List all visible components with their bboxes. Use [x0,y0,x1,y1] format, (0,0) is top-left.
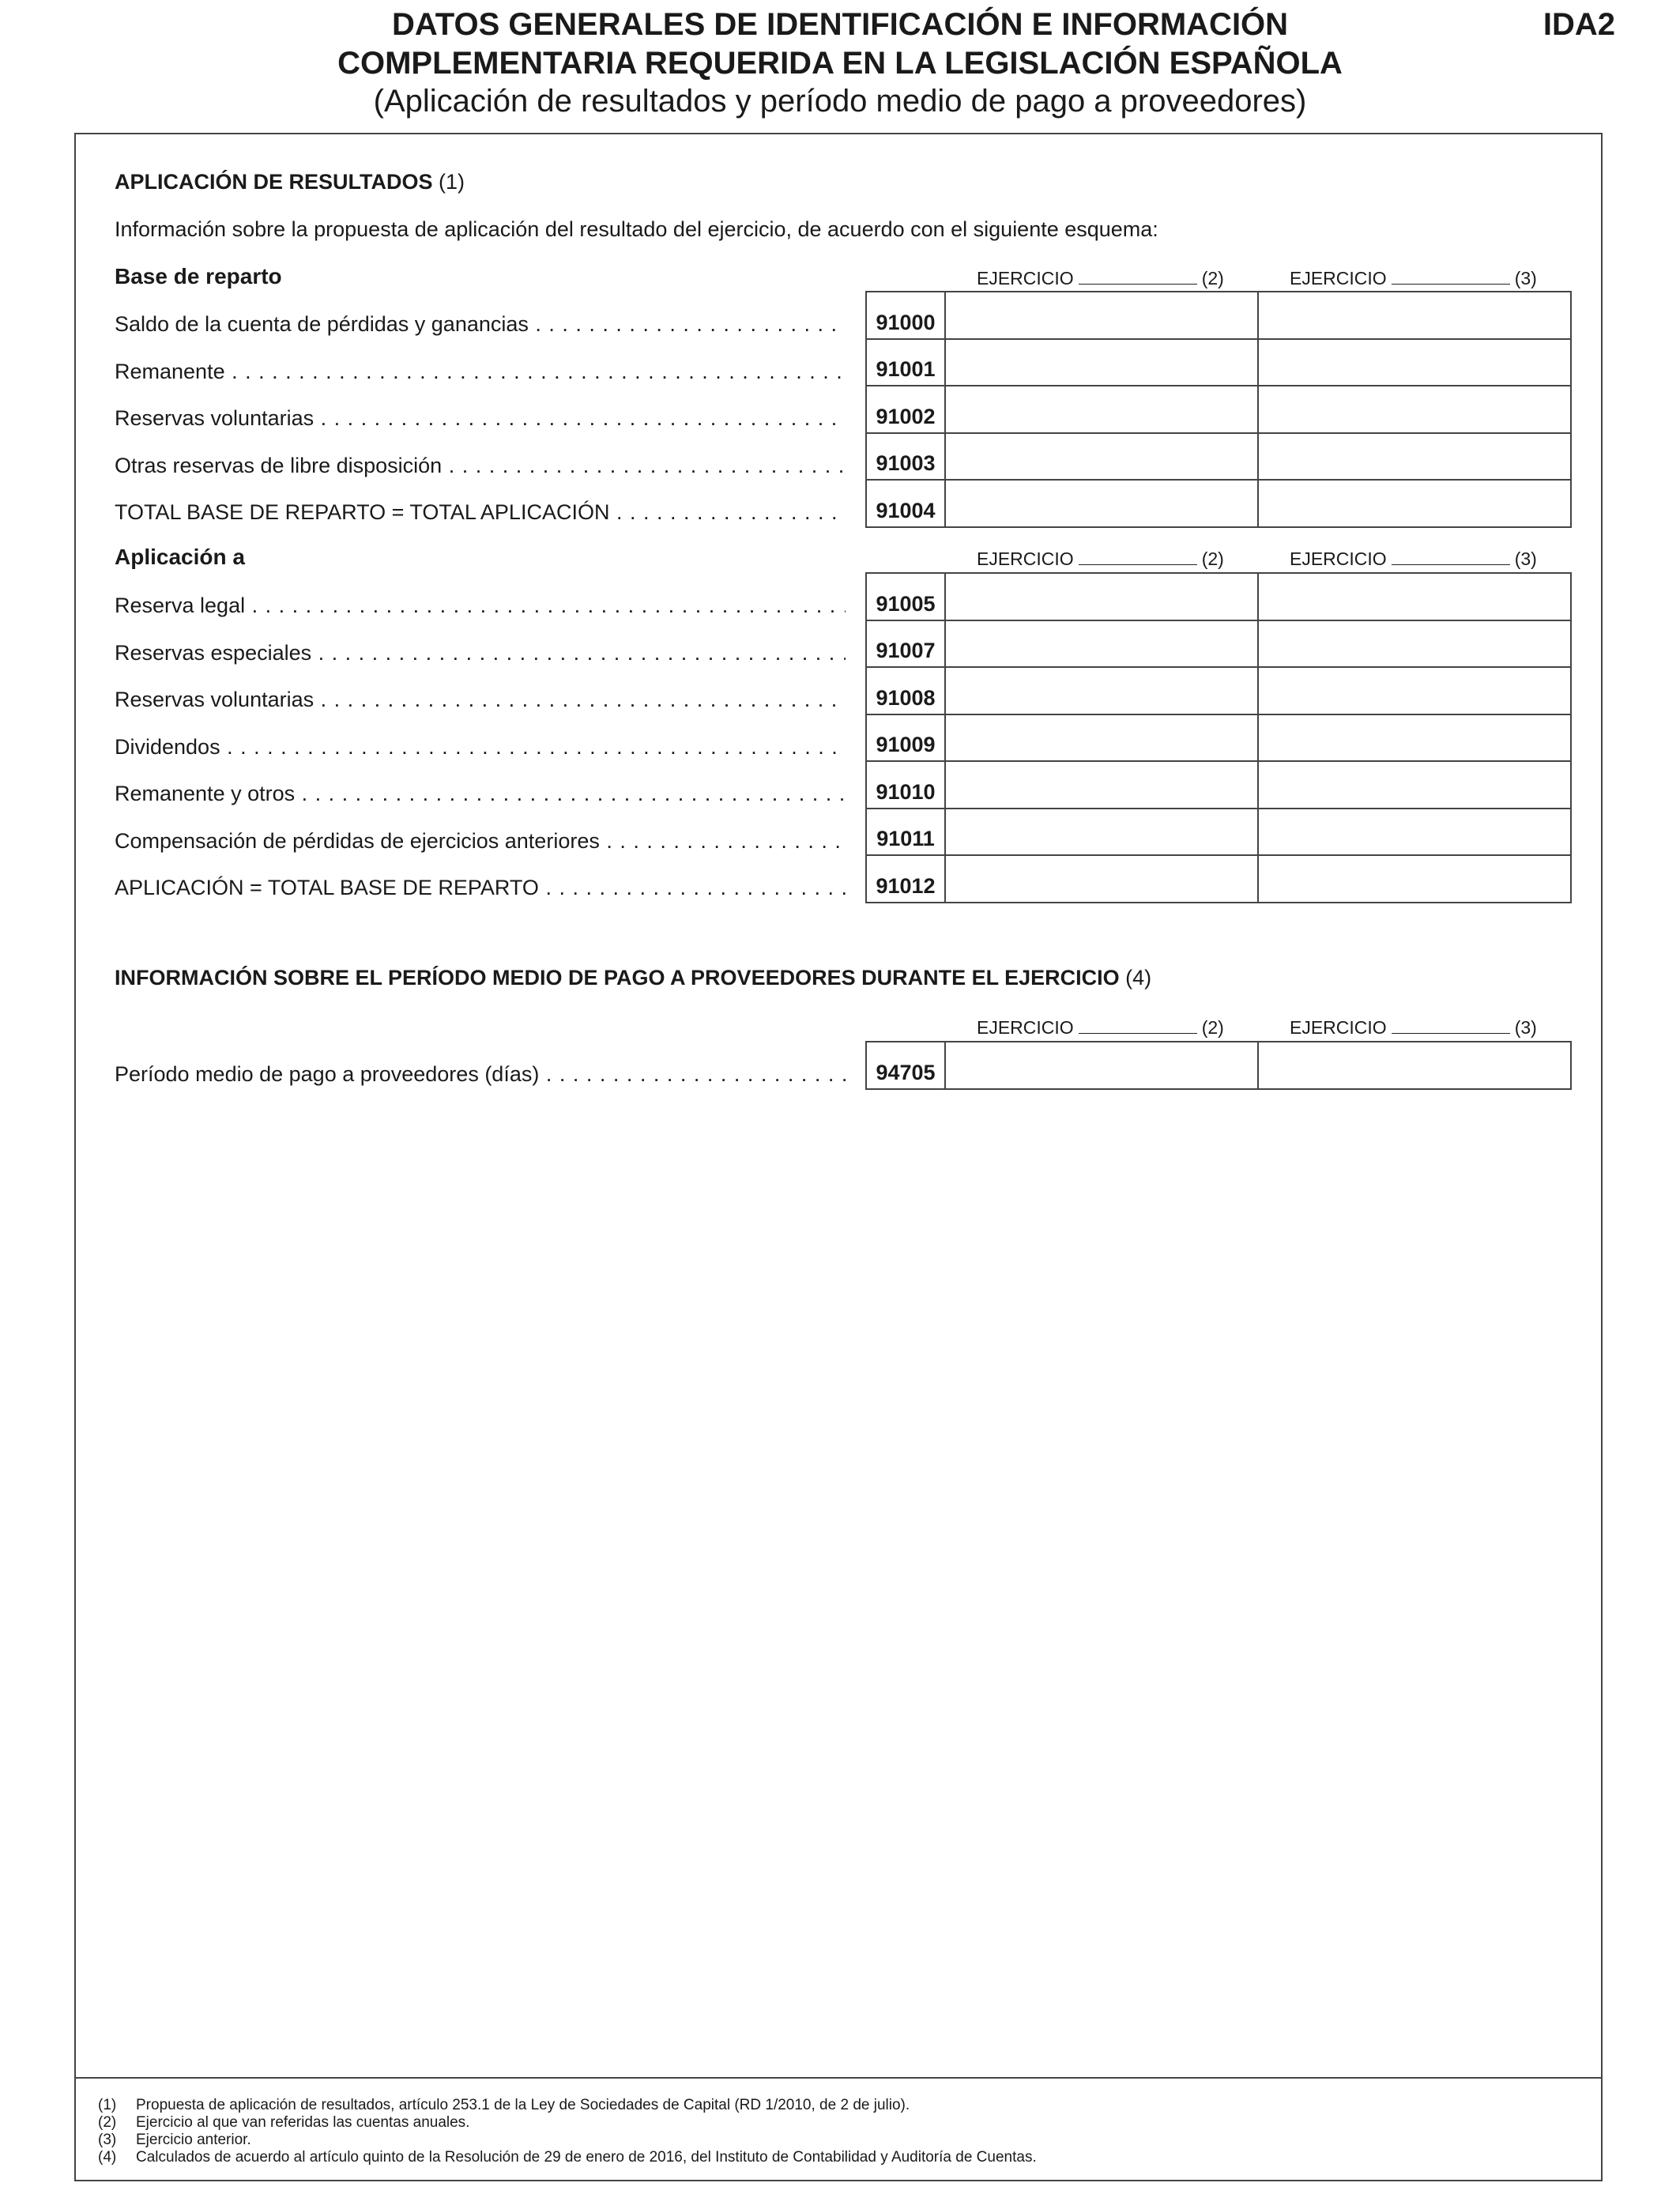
value-previous-cell[interactable] [1258,761,1571,809]
table-row [866,809,1571,856]
row-label: Saldo de la cuenta de pérdidas y ganancias . . . [115,311,846,337]
row-code: 91010 [866,761,945,809]
section-intro: Información sobre la propuesta de aplicación del resultado del ejercicio, de acuerdo con el siguiente esquema: [115,217,1158,241]
value-current-cell[interactable] [945,433,1258,481]
row-code: 91002 [866,386,945,433]
row-label: APLICACIÓN = TOTAL BASE DE REPARTO . . . [115,874,846,901]
footnote-text: Ejercicio al que van referidas las cuentas anuales. [136,2114,470,2131]
ejercicio-ref: (3) [1514,268,1537,288]
table-row [866,573,1571,620]
ejercicio-blank[interactable] [1079,548,1197,565]
value-current-cell[interactable] [945,809,1258,856]
value-previous-cell[interactable] [1258,339,1571,386]
pago-table [865,1041,1572,1090]
row-label: Reservas voluntarias . . . [115,686,846,713]
row-code: 91004 [866,480,945,527]
form-title-line1: DATOS GENERALES DE IDENTIFICACIÓN E INFORMACIÓN [391,7,1289,42]
table-row [866,339,1571,386]
ejercicio-ref: (2) [1201,548,1224,569]
table-row [866,855,1571,903]
footnote [98,2097,1037,2114]
value-current-cell[interactable] [945,1042,1258,1089]
row-label: Reserva legal . . . [115,592,846,619]
ejercicio-word: EJERCICIO [1290,268,1387,288]
row-code: 91000 [866,292,945,339]
row-code: 94705 [866,1042,945,1089]
value-previous-cell[interactable] [1258,620,1571,668]
row-code: 91007 [866,620,945,668]
row-label: Reservas especiales . . . [115,639,846,666]
aplicacion-table [865,572,1572,903]
row-label: Reservas voluntarias . . . [115,405,846,432]
footnote-divider [74,2077,1603,2079]
value-current-cell[interactable] [945,761,1258,809]
row-code: 91009 [866,714,945,762]
row-label: TOTAL BASE DE REPARTO = TOTAL APLICACIÓN . . . [115,499,846,526]
row-label: Remanente . . . [115,358,846,385]
ejercicio-word: EJERCICIO [977,268,1074,288]
table-row [866,386,1571,433]
footnote [98,2114,1037,2132]
ejercicio-ref: (2) [1201,1017,1224,1038]
value-current-cell[interactable] [945,386,1258,433]
form-title-line2: COMPLEMENTARIA REQUERIDA EN LA LEGISLACIÓN ESPAÑOLA [337,46,1343,81]
row-code: 91011 [866,809,945,856]
value-previous-cell[interactable] [1258,292,1571,339]
row-code: 91001 [866,339,945,386]
table-row [866,1042,1571,1089]
row-label: Otras reservas de libre disposición . . . [115,452,846,479]
row-label: Remanente y otros . . . [115,780,846,807]
ejercicio-ref: (2) [1201,268,1224,288]
value-previous-cell[interactable] [1258,667,1571,714]
table-row [866,714,1571,762]
ejercicio-word: EJERCICIO [1290,1017,1387,1038]
ejercicio-blank[interactable] [1079,1017,1197,1034]
value-current-cell[interactable] [945,667,1258,714]
footnote-number: (3) [98,2132,117,2148]
table-row [866,292,1571,339]
row-code: 91005 [866,573,945,620]
value-previous-cell[interactable] [1258,433,1571,481]
footnote [98,2149,1037,2166]
value-current-cell[interactable] [945,620,1258,668]
row-code: 91012 [866,855,945,903]
table-row [866,433,1571,481]
ejercicio-word: EJERCICIO [977,1017,1074,1038]
ejercicio-blank[interactable] [1392,1017,1510,1034]
row-code: 91003 [866,433,945,481]
value-current-cell[interactable] [945,339,1258,386]
footnote-number: (1) [98,2097,117,2113]
table-row [866,667,1571,714]
value-current-cell[interactable] [945,855,1258,903]
section-title-text: INFORMACIÓN SOBRE EL PERÍODO MEDIO DE PAGO A PROVEEDORES DURANTE EL EJERCICIO [115,966,1120,990]
footnote-text: Ejercicio anterior. [136,2132,251,2148]
value-previous-cell[interactable] [1258,386,1571,433]
ejercicio-blank[interactable] [1392,268,1510,285]
group-title-base: Base de reparto [115,264,282,288]
section-title-ref: (4) [1125,966,1152,990]
ejercicio-blank[interactable] [1392,548,1510,565]
ejercicio-word: EJERCICIO [977,548,1074,569]
value-current-cell[interactable] [945,480,1258,527]
value-current-cell[interactable] [945,292,1258,339]
value-current-cell[interactable] [945,714,1258,762]
section-title-text: APLICACIÓN DE RESULTADOS [115,170,433,194]
form-subtitle: (Aplicación de resultados y período medio de pago a proveedores) [373,84,1307,119]
ejercicio-current-label [977,266,1224,290]
ejercicio-previous-label [1290,266,1537,290]
footnote [98,2132,1037,2149]
value-previous-cell[interactable] [1258,809,1571,856]
ejercicio-ref: (3) [1514,548,1537,569]
ejercicio-word: EJERCICIO [1290,548,1387,569]
footnote-text: Propuesta de aplicación de resultados, artículo 253.1 de la Ley de Sociedades de Capital (RD 1/2010, de 2 de julio). [136,2097,910,2113]
ejercicio-ref: (3) [1514,1017,1537,1038]
value-previous-cell[interactable] [1258,480,1571,527]
value-previous-cell[interactable] [1258,714,1571,762]
table-row [866,761,1571,809]
section-title-pago [115,964,1151,991]
row-label: Compensación de pérdidas de ejercicios anteriores . . . [115,827,846,854]
footnote-text: Calculados de acuerdo al artículo quinto de la Resolución de 29 de enero de 2016, del Instituto de Contabilidad y Auditoría de Cuentas. [136,2149,1037,2166]
row-label: Dividendos . . . [115,733,846,760]
base-table [865,291,1572,528]
value-previous-cell[interactable] [1258,573,1571,620]
section-title-aplicacion [115,168,465,195]
row-label: Período medio de pago a proveedores (días) . . . [115,1061,846,1088]
value-previous-cell[interactable] [1258,855,1571,903]
table-row [866,620,1571,668]
footnote-number: (2) [98,2114,117,2131]
row-code: 91008 [866,667,945,714]
value-current-cell[interactable] [945,573,1258,620]
value-previous-cell[interactable] [1258,1042,1571,1089]
ejercicio-previous-label [1290,547,1537,571]
footnote-number: (4) [98,2149,117,2166]
footnotes [98,2097,1037,2166]
ejercicio-previous-label [1290,1016,1537,1039]
section-title-ref: (1) [439,170,465,194]
ejercicio-current-label [977,547,1224,571]
group-title-aplicacion-a: Aplicación a [115,545,245,569]
form-code: IDA2 [1543,7,1615,42]
table-row [866,480,1571,527]
ejercicio-current-label [977,1016,1224,1039]
ejercicio-blank[interactable] [1079,268,1197,285]
